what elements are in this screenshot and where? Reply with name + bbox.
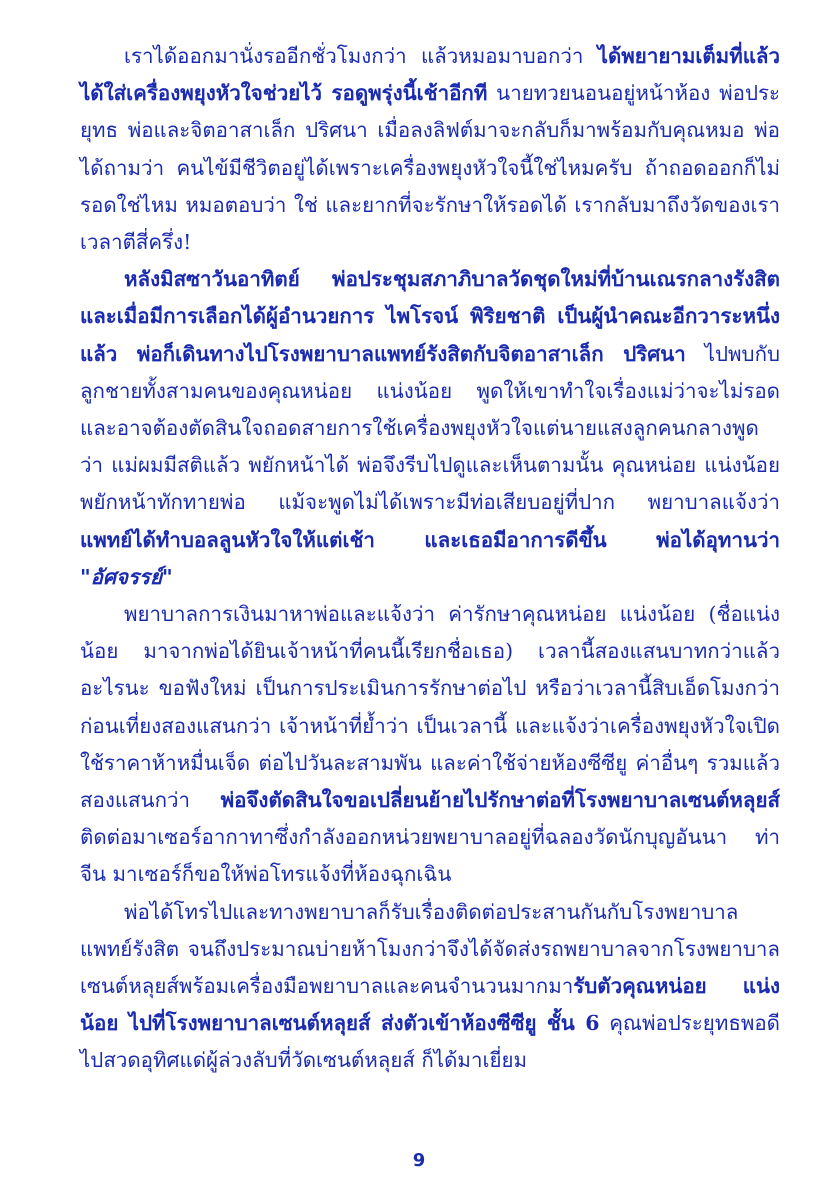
- paragraph-1-run-2: ได้พยายามเต็มที่แล้ว ได้ใส่เครื่องพยุงหัวใจช่วยไว้ รอดูพรุ่งนี้เช้าอีกที: [80, 44, 780, 106]
- paragraph-3-run-3: ติดต่อมาเซอร์อากาทาซึ่งกำลังออกหน่วยพยาบาลอยู่ที่ฉลองวัดนักบุญอันนา ท่าจีน มาเซอร์ก็ขอให้พ่อโทรแจ้งที่ห้องฉุกเฉิน: [80, 825, 780, 887]
- paragraph-4-run-3: คุณพ่อประยุทธพอดีไปสวดอุทิศแด่ผู้ล่วงลับที่วัดเซนต์หลุยส์ ก็ได้มาเยี่ยม: [80, 1011, 780, 1073]
- paragraph-2-run-2: ไปพบกับลูกชายทั้งสามคนของคุณหน่อย แน่งน้อย พูดให้เขาทำใจเรื่องแม่ว่าจะไม่รอด และอาจต้องตัดสินใจถอดสายการใช้เครื่องพยุงหัวใจแต่นายแสงลูกคนกลางพูดว่า แม่ผมมีสติแล้ว พยักหน้าได้ พ่อจึงรีบไปดูและเห็นตามนั้น คุณหน่อย แน่งน้อย พยักหน้าทักทายพ่อ แม้จะพูดไม่ได้เพราะมีท่อเสียบอยู่ที่ปาก พยาบาลแจ้งว่า: [80, 341, 780, 515]
- paragraph-2-run-3: แพทย์ได้ทำบอลลูนหัวใจให้แต่เช้า และเธอมีอาการดีขึ้น พ่อได้อุทานว่า: [80, 527, 780, 552]
- paragraph-4: [80, 894, 780, 1080]
- paragraph-1-run-1: เราได้ออกมานั่งรออีกชั่วโมงกว่า แล้วหมอมาบอกว่า: [124, 44, 598, 68]
- paragraph-3-run-2: พ่อจึงตัดสินใจขอเปลี่ยนย้ายไปรักษาต่อที่โรงพยาบาลเซนต์หลุยส์: [220, 788, 780, 813]
- paragraph-4-run-2: รับตัวคุณหน่อย แน่งน้อย ไปที่โรงพยาบาลเซนต์หลุยส์ ส่งตัวเข้าห้องซีซียู ชั้น 6: [80, 974, 780, 1036]
- paragraph-1-run-3: นายทวยนอนอยู่หน้าห้อง พ่อประยุทธ พ่อและจิตอาสาเล็ก ปริศนา เมื่อลงลิฟต์มาจะกลับก็มาพร้อมกับคุณหมอ พ่อได้ถามว่า คนไข้มีชีวิตอยู่ได้เพราะเครื่องพยุงหัวใจนี้ใช่ไหมครับ ถ้าถอดออกก็ไม่รอดใช่ไหม หมอตอบว่า ใช่ และยากที่จะรักษาให้รอดได้ เรากลับมาถึงวัดของเราเวลาตีสี่ครึ่ง!: [80, 81, 780, 255]
- paragraph-2-run-4: "อัศจรรย์": [80, 564, 173, 589]
- paragraph-2: [80, 261, 780, 596]
- paragraph-4-run-1: พ่อได้โทรไปและทางพยาบาลก็รับเรื่องติดต่อประสานกันกับโรงพยาบาลแพทย์รังสิต จนถึงประมาณบ่ายห้าโมงกว่าจึงได้จัดส่งรถพยาบาลจากโรงพยาบาลเซนต์หลุยส์พร้อมเครื่องมือพยาบาลและคนจำนวนมากมา: [80, 899, 780, 999]
- paragraph-3: [80, 596, 780, 894]
- paragraph-3-run-1: พยาบาลการเงินมาหาพ่อและแจ้งว่า ค่ารักษาคุณหน่อย แน่งน้อย (ชื่อแน่งน้อย มาจากพ่อได้ยินเจ้าหน้าที่คนนี้เรียกชื่อเธอ) เวลานี้สองแสนบาทกว่าแล้ว อะไรนะ ขอฟังใหม่ เป็นการประเมินการรักษาต่อไป หรือว่าเวลานี้สิบเอ็ดโมงกว่าก่อนเที่ยงสองแสนกว่า เจ้าหน้าที่ย้ำว่า เป็นเวลานี้ และแจ้งว่าเครื่องพยุงหัวใจเปิดใช้ราคาห้าหมื่นเจ็ด ต่อไปวันละสามพัน และค่าใช้จ่ายห้องซีซียู ค่าอื่นๆ รวมแล้วสองแสนกว่า: [80, 602, 780, 813]
- paragraph-1: [80, 38, 780, 261]
- document-body: [80, 38, 780, 1080]
- page-number: 9: [412, 1150, 426, 1171]
- paragraph-2-run-1: หลังมิสซาวันอาทิตย์ พ่อประชุมสภาภิบาลวัดชุดใหม่ที่บ้านเณรกลางรังสิต และเมื่อมีการเลือกได้ผู้อำนวยการ ไพโรจน์ พิริยชาติ เป็นผู้นำคณะอีกวาระหนึ่งแล้ว พ่อก็เดินทางไปโรงพยาบาลแพทย์รังสิตกับจิตอาสาเล็ก ปริศนา: [80, 267, 780, 366]
